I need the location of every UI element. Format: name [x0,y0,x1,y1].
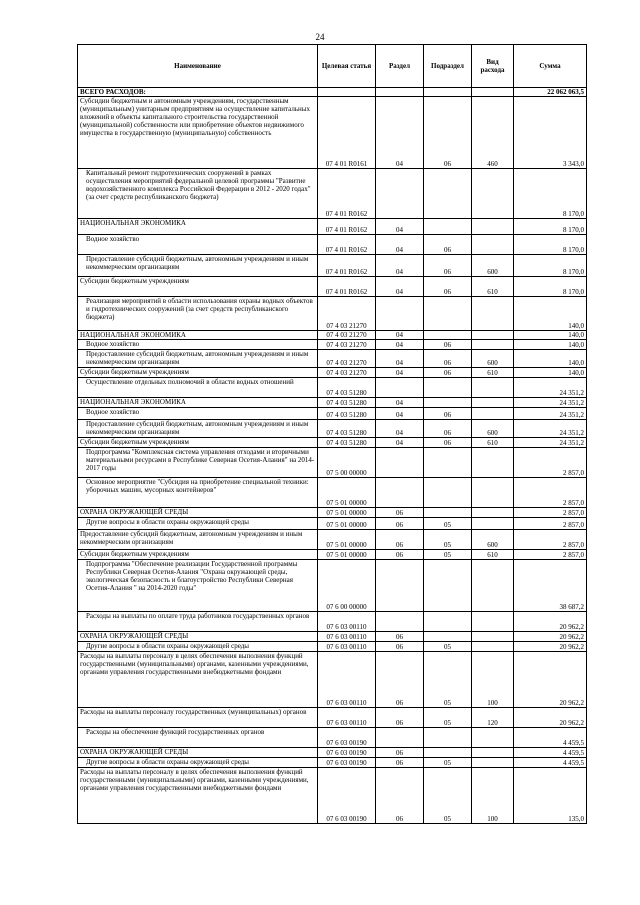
row-target: 07 6 03 00190 [318,758,376,768]
row-amount: 4 459,5 [514,758,587,768]
row-target: 07 6 03 00190 [318,748,376,758]
table-row [78,550,587,560]
row-subsection [424,728,472,748]
row-subsection [424,219,472,235]
row-subsection [424,632,472,642]
row-section: 04 [376,277,424,297]
row-kind [472,297,514,331]
expenditure-table [77,44,587,824]
table-header-row [78,45,587,88]
column-header-target: Целевая статья [318,45,376,88]
row-target: 07 4 03 21270 [318,368,376,378]
row-section: 04 [376,255,424,277]
table-row [78,97,587,169]
table-row [78,530,587,550]
table-row [78,438,587,448]
table-row [78,368,587,378]
row-section [376,448,424,478]
row-section [376,560,424,612]
row-kind [472,169,514,219]
row-amount: 20 962,2 [514,642,587,652]
row-section: 04 [376,97,424,169]
row-section: 06 [376,748,424,758]
row-kind: 100 [472,652,514,708]
column-header-subsection: Подраздел [424,45,472,88]
row-amount: 4 459,5 [514,748,587,758]
row-kind [472,748,514,758]
row-subsection: 05 [424,652,472,708]
row-amount: 24 351,2 [514,378,587,398]
row-section: 04 [376,398,424,408]
row-subsection [424,508,472,518]
row-amount: 20 962,2 [514,708,587,728]
row-target: 07 4 03 21270 [318,297,376,331]
row-target: 07 4 03 51280 [318,398,376,408]
row-kind: 600 [472,420,514,438]
row-section: 06 [376,758,424,768]
row-kind [472,235,514,255]
row-subsection [424,478,472,508]
row-name: Основное мероприятие "Субсидия на приобретение специальной техники: уборочных машин, мусорных контейнеров" [78,478,318,508]
row-amount: 22 062 063,5 [514,88,587,97]
row-kind [472,612,514,632]
row-target: 07 6 03 00190 [318,768,376,824]
row-section [376,169,424,219]
row-target: 07 4 03 51280 [318,408,376,420]
row-subsection: 05 [424,708,472,728]
row-subsection: 06 [424,235,472,255]
row-target: 07 5 00 00000 [318,448,376,478]
row-subsection: 05 [424,518,472,530]
row-amount: 140,0 [514,350,587,368]
row-kind: 610 [472,277,514,297]
table-row [78,748,587,758]
row-name: Водное хозяйство [78,340,318,350]
row-kind: 100 [472,768,514,824]
row-kind [472,518,514,530]
row-subsection: 05 [424,642,472,652]
row-target: 07 5 01 00000 [318,518,376,530]
table-row [78,398,587,408]
column-header-name: Наименование [78,45,318,88]
table-row [78,331,587,340]
table-row [78,420,587,438]
row-target: 07 4 01 R0162 [318,169,376,219]
row-section [376,728,424,748]
row-name: Расходы на выплаты персоналу государственных (муниципальных) органов [78,708,318,728]
row-section: 04 [376,331,424,340]
row-name: ВСЕГО РАСХОДОВ: [78,88,318,97]
row-subsection [424,88,472,97]
row-kind: 610 [472,550,514,560]
row-subsection [424,378,472,398]
row-subsection: 05 [424,768,472,824]
table-row [78,612,587,632]
table-row [78,255,587,277]
row-subsection: 06 [424,277,472,297]
page-number: 24 [315,32,325,42]
row-section: 06 [376,518,424,530]
row-target: 07 4 03 21270 [318,331,376,340]
table-row [78,88,587,97]
row-section: 06 [376,508,424,518]
row-kind [472,448,514,478]
table-row [78,768,587,824]
row-section: 06 [376,708,424,728]
row-kind [472,508,514,518]
row-name: Другие вопросы в области охраны окружающей среды [78,642,318,652]
row-name: Предоставление субсидий бюджетным, автономным учреждениям и иным некоммерческим организациям [78,350,318,368]
row-name: Расходы на обеспечение функций государственных органов [78,728,318,748]
row-section: 06 [376,652,424,708]
row-amount: 140,0 [514,340,587,350]
table-row [78,642,587,652]
row-section [376,378,424,398]
row-subsection [424,297,472,331]
row-section: 04 [376,368,424,378]
row-name: Реализация мероприятий в области использования охраны водных объектов и гидротехнических сооружений (за счет средств республиканского бюджета) [78,297,318,331]
row-kind [472,219,514,235]
row-subsection: 05 [424,758,472,768]
row-name: Водное хозяйство [78,235,318,255]
row-amount: 8 170,0 [514,169,587,219]
row-subsection: 05 [424,530,472,550]
row-name: Другие вопросы в области охраны окружающей среды [78,518,318,530]
row-target: 07 4 01 R0161 [318,97,376,169]
row-amount: 135,0 [514,768,587,824]
row-subsection [424,612,472,632]
row-name: Субсидии бюджетным учреждениям [78,277,318,297]
row-target: 07 5 01 00000 [318,478,376,508]
table-row [78,235,587,255]
row-name: Предоставление субсидий бюджетным, автономным учреждениям и иным некоммерческим организациям [78,420,318,438]
table-row [78,478,587,508]
row-kind [472,88,514,97]
table-row [78,277,587,297]
row-name: НАЦИОНАЛЬНАЯ ЭКОНОМИКА [78,398,318,408]
row-section [376,297,424,331]
row-section: 06 [376,550,424,560]
row-subsection [424,560,472,612]
row-name: Подпрограмма "Обеспечение реализации Государственной программы Республики Северная Осетия-Алания "Охрана окружающей среды, экологическая безопасность и благоустройство Республики Северная Осетия-Алания " на 2014-2020 годы" [78,560,318,612]
row-section: 04 [376,219,424,235]
row-target: 07 6 03 00190 [318,728,376,748]
column-header-amount: Сумма [514,45,587,88]
row-kind: 120 [472,708,514,728]
row-target [318,88,376,97]
row-target: 07 4 01 R0162 [318,219,376,235]
table-row [78,632,587,642]
row-name: ОХРАНА ОКРУЖАЮЩЕЙ СРЕДЫ [78,748,318,758]
row-kind [472,378,514,398]
row-kind: 610 [472,368,514,378]
row-subsection [424,448,472,478]
table-row [78,340,587,350]
row-name: Расходы на выплаты по оплате труда работников государственных органов [78,612,318,632]
row-kind [472,340,514,350]
table-row [78,350,587,368]
table-row [78,448,587,478]
row-kind [472,642,514,652]
row-name: Предоставление субсидий бюджетным, автономным учреждениям и иным некоммерческим организациям [78,255,318,277]
row-name: ОХРАНА ОКРУЖАЮЩЕЙ СРЕДЫ [78,508,318,518]
row-section [376,612,424,632]
table-row [78,408,587,420]
row-subsection: 06 [424,350,472,368]
row-target: 07 4 03 51280 [318,378,376,398]
table-row [78,169,587,219]
row-target: 07 4 03 51280 [318,420,376,438]
row-target: 07 6 03 00110 [318,708,376,728]
column-header-section: Раздел [376,45,424,88]
row-subsection [424,169,472,219]
row-amount: 24 351,2 [514,408,587,420]
row-target: 07 4 01 R0162 [318,277,376,297]
row-amount: 140,0 [514,297,587,331]
row-amount: 8 170,0 [514,255,587,277]
row-target: 07 4 03 51280 [318,438,376,448]
row-kind: 600 [472,350,514,368]
table-row [78,708,587,728]
row-amount: 24 351,2 [514,438,587,448]
row-subsection [424,398,472,408]
table-row [78,728,587,748]
row-section: 06 [376,530,424,550]
row-name: Предоставление субсидий бюджетным, автономным учреждениям и иным некоммерческим организациям [78,530,318,550]
row-target: 07 4 01 R0162 [318,255,376,277]
row-kind [472,560,514,612]
row-kind [472,478,514,508]
row-section: 04 [376,350,424,368]
row-section: 04 [376,420,424,438]
row-section [376,478,424,508]
row-amount: 4 459,5 [514,728,587,748]
row-amount: 2 857,0 [514,448,587,478]
row-amount: 2 857,0 [514,530,587,550]
row-amount: 24 351,2 [514,420,587,438]
row-name: Другие вопросы в области охраны окружающей среды [78,758,318,768]
row-target: 07 6 00 00000 [318,560,376,612]
row-subsection: 06 [424,408,472,420]
table-row [78,518,587,530]
row-section [376,88,424,97]
row-kind: 460 [472,97,514,169]
row-target: 07 5 01 00000 [318,550,376,560]
row-amount: 8 170,0 [514,235,587,255]
row-target: 07 5 01 00000 [318,508,376,518]
row-name: Субсидии бюджетным учреждениям [78,368,318,378]
row-kind: 600 [472,255,514,277]
row-amount: 140,0 [514,331,587,340]
row-section: 04 [376,408,424,420]
row-name: НАЦИОНАЛЬНАЯ ЭКОНОМИКА [78,219,318,235]
row-amount: 20 962,2 [514,652,587,708]
row-name: Расходы на выплаты персоналу в целях обеспечения выполнения функций государственными (муниципальными) органами, казенными учреждениями, органами управления государственными внебюджетными фондами [78,768,318,824]
row-target: 07 6 03 00110 [318,612,376,632]
row-subsection: 06 [424,438,472,448]
row-target: 07 5 01 00000 [318,530,376,550]
table-row [78,560,587,612]
row-kind [472,758,514,768]
row-amount: 24 351,2 [514,398,587,408]
row-name: Расходы на выплаты персоналу в целях обеспечения выполнения функций государственными (муниципальными) органами, казенными учреждениями, органами управления государственными внебюджетными фондами [78,652,318,708]
row-subsection: 06 [424,97,472,169]
row-name: Капитальный ремонт гидротехнических сооружений в рамках осуществления мероприятий федеральной целевой программы "Развитие водохозяйственного комплекса Российской Федерации в 2012 - 2020 годах" (за счет средств республиканского бюджета) [78,169,318,219]
row-subsection: 06 [424,255,472,277]
row-target: 07 6 03 00110 [318,632,376,642]
row-name: Подпрограмма "Комплексная система управления отходами и вторичными материальными ресурсами в Республике Северная Осетия-Алания" на 2014-2017 годы [78,448,318,478]
row-kind [472,728,514,748]
column-header-kind: Вид расхода [472,45,514,88]
row-amount: 8 170,0 [514,219,587,235]
row-section: 04 [376,438,424,448]
table-row [78,652,587,708]
row-subsection: 06 [424,420,472,438]
row-name: Субсидии бюджетным учреждениям [78,550,318,560]
row-name: Субсидии бюджетным и автономным учреждениям, государственным (муниципальным) унитарным предприятиям на осуществление капитальных вложений в объекты капитального строительства государственной (муниципальной) собственности или приобретение объектов недвижимого имущества в государственную (муниципальную) собственность [78,97,318,169]
row-amount: 20 962,2 [514,612,587,632]
row-amount: 2 857,0 [514,518,587,530]
row-subsection [424,331,472,340]
row-subsection: 06 [424,368,472,378]
row-amount: 2 857,0 [514,508,587,518]
row-name: Осуществление отдельных полномочий в области водных отношений [78,378,318,398]
row-amount: 140,0 [514,368,587,378]
row-kind: 600 [472,530,514,550]
row-name: Водное хозяйство [78,408,318,420]
row-target: 07 4 03 21270 [318,350,376,368]
table-row [78,758,587,768]
row-target: 07 4 01 R0162 [318,235,376,255]
row-amount: 8 170,0 [514,277,587,297]
row-name: ОХРАНА ОКРУЖАЮЩЕЙ СРЕДЫ [78,632,318,642]
row-subsection: 06 [424,340,472,350]
row-amount: 3 343,0 [514,97,587,169]
table-row [78,297,587,331]
row-subsection [424,748,472,758]
row-section: 06 [376,768,424,824]
row-target: 07 4 03 21270 [318,340,376,350]
row-kind [472,408,514,420]
row-kind [472,632,514,642]
row-subsection: 05 [424,550,472,560]
row-section: 06 [376,642,424,652]
row-kind: 610 [472,438,514,448]
table-row [78,378,587,398]
row-name: НАЦИОНАЛЬНАЯ ЭКОНОМИКА [78,331,318,340]
row-kind [472,331,514,340]
row-kind [472,398,514,408]
row-amount: 38 687,2 [514,560,587,612]
row-amount: 2 857,0 [514,550,587,560]
row-amount: 2 857,0 [514,478,587,508]
row-section: 04 [376,340,424,350]
table-row [78,219,587,235]
row-target: 07 6 03 00110 [318,652,376,708]
row-name: Субсидии бюджетным учреждениям [78,438,318,448]
row-section: 06 [376,632,424,642]
table-row [78,508,587,518]
row-target: 07 6 03 00110 [318,642,376,652]
row-amount: 20 962,2 [514,632,587,642]
row-section: 04 [376,235,424,255]
